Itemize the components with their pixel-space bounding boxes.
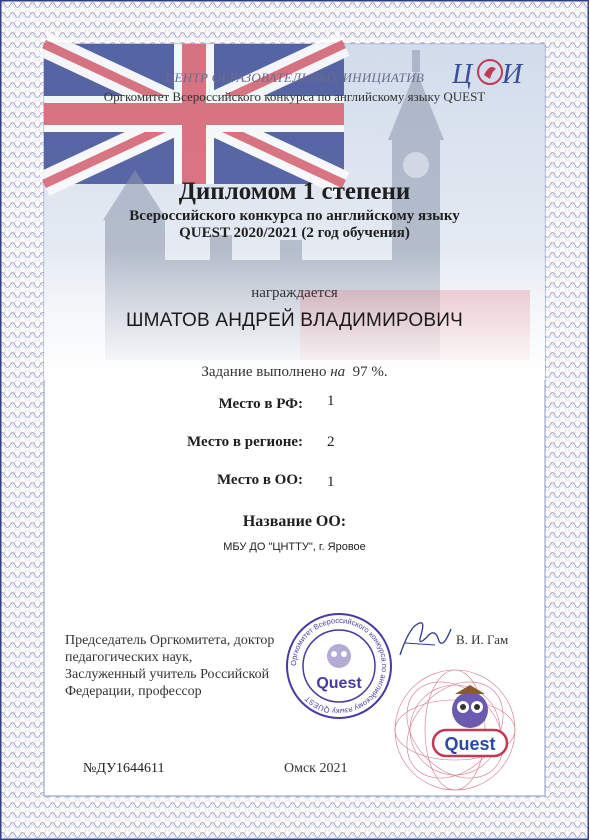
diploma-title: Дипломом 1 степени — [178, 178, 411, 205]
chair-title: Председатель Оргкомитета, доктор педагогических наук, Заслуженный учитель Российской Федерации, профессор — [65, 633, 275, 699]
org-name-value: МБУ ДО "ЦНТТУ", г. Яровое — [223, 541, 366, 553]
coi-logo — [452, 55, 524, 91]
organizer-committee: Оргкомитет Всероссийского конкурса по английскому языку QUEST — [103, 89, 486, 104]
diploma-subtitle-line2: QUEST 2020/2021 (2 год обучения) — [179, 225, 410, 241]
svg-text:Ц: Ц — [452, 59, 473, 90]
official-stamp — [285, 612, 393, 720]
place-oo-value: 1 — [327, 474, 335, 490]
task-result — [0, 364, 589, 381]
task-prefix: Задание выполнено — [201, 364, 327, 380]
signatory-name: В. И. Гам — [456, 632, 509, 647]
task-percent: 97 %. — [352, 364, 388, 380]
recipient-name: ШМАТОВ АНДРЕЙ ВЛАДИМИРОВИЧ — [126, 310, 463, 331]
document-number: №ДУ1644611 — [83, 761, 165, 776]
handwritten-signature — [395, 615, 455, 660]
organizer-center-name: ЦЕНТР ОБРАЗОВАТЕЛЬНЫХ ИНИЦИАТИВ — [164, 70, 425, 85]
place-region-label: Место в регионе: — [187, 434, 303, 450]
quest-badge — [425, 680, 515, 770]
stamp-center-text: Quest — [316, 675, 362, 692]
task-on: на — [330, 364, 346, 380]
org-name-label: Название ОО: — [242, 513, 347, 530]
awarded-label: награждается — [251, 285, 338, 301]
svg-text:И: И — [502, 59, 523, 90]
badge-text: Quest — [444, 734, 496, 754]
place-rf-value: 1 — [327, 393, 335, 409]
place-region-value: 2 — [327, 434, 335, 450]
city-year: Омск 2021 — [284, 761, 348, 776]
place-oo-label: Место в ОО: — [216, 472, 303, 488]
place-rf-label: Место в РФ: — [218, 396, 303, 412]
diploma-subtitle-line1: Всероссийского конкурса по английскому языку — [129, 208, 460, 224]
stamp-ring-text: Оргкомитет Всероссийского конкурса по английскому языку QUEST — [288, 615, 390, 717]
